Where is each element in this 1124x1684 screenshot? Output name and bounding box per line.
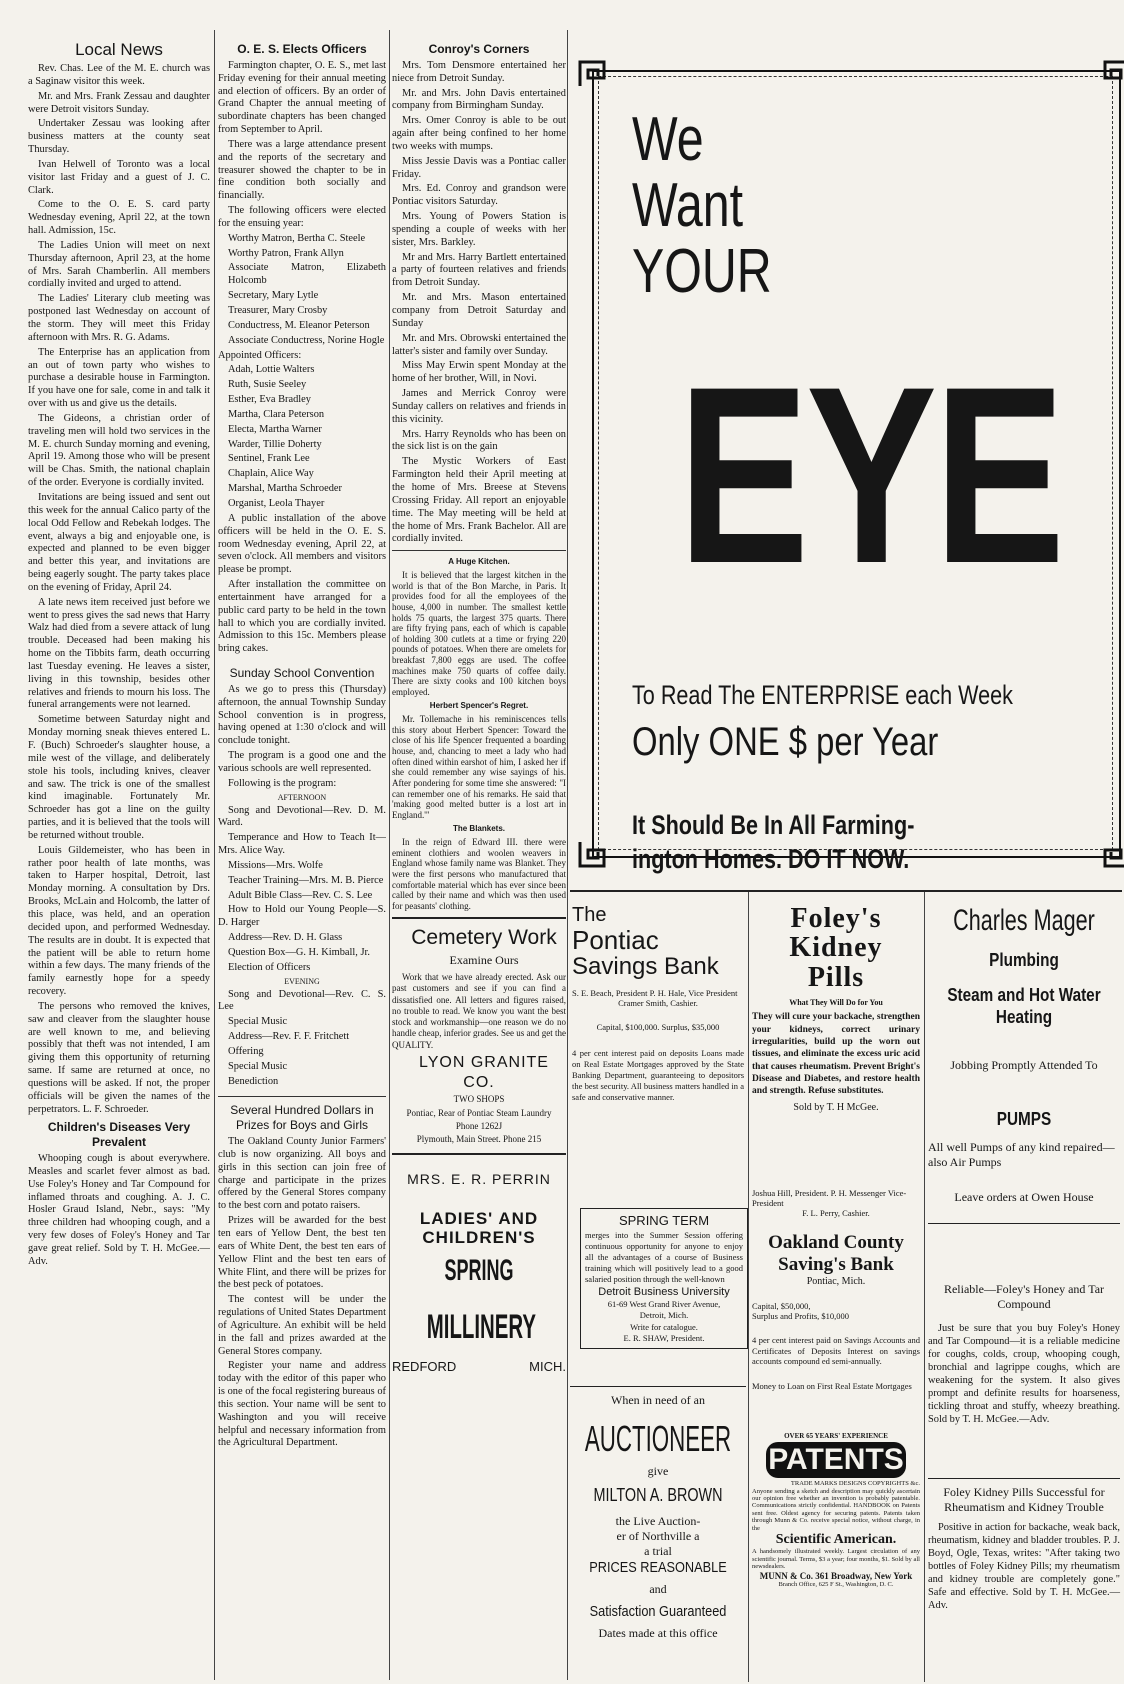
appointed-officer: Ruth, Susie Seeley [228,379,307,391]
foley-pills-ad [752,904,920,1113]
school-address: 61-69 West Grand River Avenue, [607,1299,721,1310]
program-item: Question Box—G. H. Kimball, Jr. [228,946,371,958]
news-paragraph: The persons who removed the knives, saw and cleaver from the slaughter house are well known to me, and believing possibly that theft was not intended, I am giving them this opportunity of returning same. If same are returned at once, no questions will be asked. If not, the proper officials will be given the names of the perpetrators. L. F. Schroeder. [28,1000,210,1115]
officer: Worthy Patron, Frank Allyn [228,247,344,259]
conroy-paragraph: Mrs. Ed. Conroy and grandson were Pontiac visitors Saturday. [392,183,566,208]
auction-satisfaction: Satisfaction Guaranteed [589,1603,727,1620]
lyon-name: LYON GRANITE CO. [419,1053,549,1091]
patents-years: OVER 65 YEARS' EXPERIENCE [784,1432,888,1440]
pills-body: They will cure your backache, strengthen your kidneys, correct urinary irregularities, build up the worn out tissues, and eliminate the excess uric acid that causes rheumatism. Prevent Bright's Disease and Diabetes, and restore health and strength. Refuse substitutes. [752,1012,920,1097]
oak-capital: Capital, $50,000, [752,1301,811,1311]
prizes-title: Several Hundred Dollars in Prizes for Boys and Girls [218,1096,386,1133]
school-name: Detroit Business University [598,1286,730,1299]
fret-corner-icon [578,840,606,868]
pills-what: What They Will Do for You [789,998,883,1008]
auction-when: When in need of an [611,1393,705,1407]
prizes-paragraph: The Oakland County Junior Farmers' club is now organizing. All boys and girls in this section can join free of charge and participate in the prizes offered by the General Stores company to the best corn and potato raisers. [218,1136,386,1212]
news-paragraph: Louis Gildemeister, who has been in rather poor health of late months, was taken to Harper hospital, Detroit, last Monday morning. A consultation by Drs. Brooks, McLain and Holcomb, the latter of this place, was held, and an operation decided upon, and performed Wednesday. The results are in doubt. It is expected that the patient will be able to return home within a few days. The many friends of the family earnestly hope for a speedy recovery. [28,844,210,998]
news-paragraph: The Enterprise has an application from an out of town party who wishes to purchase a desirable house in Farmington. If you have one for sale, come in and talk it over with us and give us the details. [28,346,210,410]
program-item: Song and Devotional—Rev. C. S. Lee [218,988,386,1013]
bank-the: The [572,904,607,926]
bank-body: 4 per cent interest paid on deposits Loans made on Real Estate Mortgages approved by the State Banking Department, guaranteeing to depositors the best security. All business matters handled in a safe and conservative manner. [572,1047,744,1102]
auctioneer-title: AUCTIONEER [584,1418,732,1459]
oes-title: O. E. S. Elects Officers [237,42,367,56]
oes-paragraph: A public installation of the above officers will be held in the O. E. S. room Wednesday evening, April 22, at seven o'clock. All members and visitors please be prompt. [218,512,386,576]
perrin-millinery: MILLINERY [426,1307,536,1346]
patents-branch: Branch Office, 625 F St., Washington, D. C. [778,1581,894,1589]
fret-corner-icon [1103,840,1124,868]
program-item: Special Music [228,1016,288,1028]
appointed-officer: Electa, Martha Warner [228,423,322,435]
program-item: Benediction [228,1075,279,1087]
conroy-paragraph: Mr and Mrs. Harry Bartlett entertained a party of fourteen relatives and friends from Detroit Sunday. [392,251,566,289]
spring-term-title: SPRING TERM [618,1213,710,1228]
patents-munn: MUNN & Co. 361 Broadway, New York [759,1570,913,1581]
column-local-news [28,38,210,1678]
kidney-body: Positive in action for backache, weak back, rheumatism, kidney and bladder troubles. P. J. Boyd, Ogle, Texas, writes: "After taking two bottles of Foley Kidney Pills; my rheumatism and kidney trouble are completely gone." Safe and effective. Sold by T. H. McGee.—Adv. [928,1522,1120,1611]
spencer-title: Herbert Spencer's Regret. [429,701,529,711]
oak-officers: Joshua Hill, President. P. H. Messenger Vice-President [752,1188,907,1208]
pills-title: Foley's [790,903,882,934]
patents-title: PATENTS [766,1442,906,1478]
column-rule [748,892,749,1682]
officer: Conductress, M. Eleanor Peterson [228,319,370,331]
program-item: Address—Rev. F. F. Fritchett [228,1031,350,1043]
officer: Worthy Matron, Bertha C. Steele [228,232,366,244]
conroy-paragraph: Mrs. Young of Powers Station is spending a couple of weeks with her sister, Mrs. Barkley. [392,211,566,248]
patents-marks: TRADE MARKS DESIGNS COPYRIGHTS &c. [790,1480,920,1488]
mager-ad [928,904,1120,1224]
auction-line: the Live Auction- [615,1514,701,1528]
lyon-address: Pontiac, Rear of Pontiac Steam Laundry [406,1107,552,1118]
news-paragraph: Sometime between Saturday night and Monday morning sneak thieves entered L. F. (Buch) Schroeder's slaughter house, a mile west of the village, and deliberately stole his tools, including knives, cleaver and saw. The trick is one of the smallest kind imaginable. Fortunately Mr. Schroeder has got a line on the guilty parties, and it is believed that the tools will be returned without trouble. [28,714,210,841]
evening-label: EVENING [284,976,320,986]
perrin-state: MICH. [529,1358,566,1374]
conroy-paragraph: James and Merrick Conroy were Sunday callers on relatives and friends in this vicinity. [392,388,566,425]
ad-want: Want [632,171,744,240]
mager-pumps-body: All well Pumps of any kind repaired—also Air Pumps [928,1140,1115,1170]
appointed-label: Appointed Officers: [218,349,302,361]
foley-kidney-article [928,1478,1120,1612]
column-rule [214,30,215,1680]
miscellany [392,550,566,911]
ad-price-line: Only ONE $ per Year [632,720,939,764]
spring-term-body: merges into the Summer Session offering continuous opportunity for anyone to enjoy all the advantages of a course of Business training which will positively lead to a good salaried position through the well-known [585,1229,743,1285]
program-item: Song and Devotional—Rev. D. M. Ward. [218,804,386,829]
mager-steam: Steam and Hot Water Heating [947,985,1101,1027]
lyon-shops: TWO SHOPS [453,1094,505,1105]
ad-we: We [632,105,704,174]
oes-paragraph: After installation the committee on entertainment have arranged for a public card party to be held in the town hall to which you are cordially invited. Admission to this 15c. Members please bring cakes. [218,579,386,655]
conroy-paragraph: Miss Jessie Davis was a Pontiac caller Friday. [392,155,566,180]
perrin-name: MRS. E. R. PERRIN [407,1170,551,1187]
enterprise-subscription-ad [568,60,1124,874]
school-write: Write for catalogue. [630,1321,698,1332]
auction-and: and [649,1582,667,1596]
mager-jobbing: Jobbing Promptly Attended To [950,1058,1098,1073]
column-conroy [392,38,566,1678]
appointed-officer: Sentinel, Frank Lee [228,453,310,465]
patents-sci: Scientific American. [775,1532,897,1548]
news-paragraph: Invitations are being issued and sent out this week for the annual Calico party of the local Odd Fellow and Rebekah lodges. The event, always a big and enjoyable one, is expected and planned to be even bigger and better this year, and invitations are being eagerly sought. The party takes place on the evening of Friday, April 24. [28,491,210,593]
auctioneer-name: MILTON A. BROWN [593,1485,723,1505]
oakland-bank-ad [752,1188,920,1391]
conroy-paragraph: Mr. and Mrs. John Davis entertained company from Birmingham Sunday. [392,87,566,112]
ss-paragraph: The program is a good one and the various schools are well represented. [218,750,386,774]
program-item: Teacher Training—Mrs. M. B. Pierce [228,874,384,886]
mager-leave: Leave orders at Owen House [928,1190,1120,1224]
conroy-paragraph: Mrs. Harry Reynolds who has been on the sick list is on the gain [392,428,566,453]
honey-body: Just be sure that you buy Foley's Honey and Tar Compound—it is a reliable medicine for coughs, colds, croup, whooping cough, bronchial and lagrippe coughs, which are weakening for the system. It also gives prompt and definite results for hoarseness, tickling throat and stuffy, wheezy breathing. Sold by T. H. McGee.—Adv. [928,1323,1120,1425]
sunday-school-title: Sunday School Convention [229,666,375,681]
conroy-title: Conroy's Corners [428,42,530,56]
news-paragraph: The Ladies' Literary club meeting was postponed last Wednesday on account of the storm. They will meet this Friday afternoon with Mrs. R. G. Adams. [28,293,210,343]
conroy-paragraph: The Mystic Workers of East Farmington held their April meeting at the home of Mrs. Breese at Stevens Crossing Friday. All report an enjoyable time. The May meeting will be held at the home of Mrs. Frank Bachelor. All are cordially invited. [392,456,566,545]
oak-name: Saving's Bank [778,1254,894,1275]
mager-name: Charles Mager [953,904,1095,937]
perrin-ad [392,1153,566,1375]
local-news-title: Local News [75,40,163,59]
bank-name: Savings Bank [572,953,719,980]
mager-plumbing: Plumbing [989,950,1059,970]
pills-title: Pills [807,961,865,993]
news-paragraph: Undertaker Zessau was looking after business matters at the county seat Thursday. [28,118,210,156]
officer: Secretary, Mary Lytle [228,290,319,302]
divider [570,890,1122,892]
auction-prices: PRICES REASONABLE [589,1559,727,1576]
program-item: Adult Bible Class—Rev. C. S. Lee [228,889,373,901]
prizes-paragraph: Register your name and address today with the editor of this paper who is one of the focal registering bureaus of this section. Your name will be sent to Washington and you will receive helpful and necessary information from the Agricultural Department. [218,1360,386,1449]
ss-paragraph: Following is the program: [228,777,337,789]
conroy-paragraph: Mr. and Mrs. Mason entertained company from Detroit Saturday and Sunday [392,292,566,329]
ad-line: It Should Be In All Farming- [632,810,915,840]
lyon-phone: Phone 1262J [455,1120,503,1131]
cemetery-sub: Examine Ours [449,953,519,968]
blankets-title: The Blankets. [452,824,505,834]
news-paragraph: A late news item received just before we went to press gives the sad news that Harry Walz had died from a severe attack of lung trouble. Deceased had been making his home on the Tibbits farm, death occurring last Tuesday evening. He leaves a sister, living in this township, besides other relatives and friends to mourn his loss. The funeral arrangements were not learned. [28,596,210,711]
children-diseases-body: Whooping cough is about everywhere. Measles and scarlet fever almost as bad. Use Foley's Honey and Tar Compound for inflamed throats and coughing. A. J. C. Hosler Graud Island, Nebr., says: "My three children had whooping cough, and a very few doses of Foley's Honey and Tar gave great relief. Sold by T. H. McGee.—Adv. [28,1153,210,1267]
blankets-body: In the reign of Edward III. there were eminent clothiers and woolen weavers in England whose family name was Blanket. They were the first persons who manufactured that comfortable material which has ever since been called by their name and which was then used for peasants' clothing. [392,837,566,911]
oak-surplus: Surplus and Profits, $10,000 [752,1311,850,1321]
appointed-officer: Adah, Lottie Walters [228,364,315,376]
auction-line: a trial [644,1544,672,1558]
kidney-title: Foley Kidney Pills Successful for Rheumatism and Kidney Trouble [943,1485,1105,1514]
auction-give: give [647,1464,669,1478]
pills-sold: Sold by T. H McGee. [793,1101,879,1113]
oak-money: Money to Loan on First Real Estate Mortgages [752,1380,912,1391]
conroy-paragraph: Miss May Erwin spent Monday at the home of her brother, Will, in Novi. [392,360,566,385]
bank-capital: Capital, $100,000. Surplus, $35,000 [596,1021,720,1032]
ss-paragraph: As we go to press this (Thursday) afternoon, the annual Township Sunday School convention is in progress, having opened at 1:30 o'clock and will conclude tonight. [218,683,386,747]
officer: Associate Matron, Elizabeth Holcomb [228,262,386,287]
program-item: Address—Rev. D. H. Glass [228,932,343,944]
honey-title: Reliable—Foley's Honey and Tar Compound [943,1282,1105,1311]
news-paragraph: Come to the O. E. S. card party Wednesday evening, April 22, at the town hall. Admission, 15c. [28,199,210,237]
spencer-body: Mr. Tollemache in his reminiscences tells this story about Herbert Spencer: Toward the close of his life Spencer frequented a boarding house, and, chancing to meet a lady who had often dined within earshot of him, I asked her if she could remember any wise sayings of his. After pondering for some time she answered: "I can remember one of his remarks. He said that 'making good melted butter is a lost art in England.'" [392,714,566,820]
perrin-footer [392,1359,566,1375]
patents-body: Anyone sending a sketch and description may quickly ascertain our opinion free whether an invention is probably patentable. Communications strictly confidential. HANDBOOK on Patents sent free. Oldest agency for securing patents. Patents taken through Munn & Co. receive special notice, without charge, in the [752,1487,920,1532]
oak-officers: F. L. Perry, Cashier. [802,1208,870,1218]
auctioneer-ad [570,1386,746,1641]
mager-pumps: PUMPS [996,1109,1052,1130]
spring-term-ad [580,1208,748,1349]
officer: Treasurer, Mary Crosby [228,305,328,316]
fret-corner-icon [1103,60,1124,88]
school-address: Detroit, Mich. [639,1310,689,1321]
appointed-officer: Chaplain, Alice Way [228,468,314,480]
program-item: Special Music [228,1060,288,1072]
perrin-line: CHILDREN'S [422,1227,536,1247]
oes-paragraph: The following officers were elected for the ensuing year: [218,205,386,229]
prizes-paragraph: The contest will be under the regulations of United States Department of Agriculture. An exhibit will be held in the fall and prizes awarded at the General Stores company. [218,1294,386,1357]
program-item: Election of Officers [228,961,311,973]
appointed-officer: Marshal, Martha Schroeder [228,483,342,495]
school-president: E. R. SHAW, President. [623,1332,705,1343]
afternoon-label: AFTERNOON [277,792,327,802]
perrin-town: REDFORD [392,1358,457,1374]
bank-officers: S. E. Beach, President P. H. Hale, Vice President [572,987,738,998]
officer: Associate Conductress, Norine Hogle [228,334,385,346]
pills-title: Kidney [789,932,883,964]
column-rule [924,892,925,1682]
children-diseases-title: Children's Diseases Very Prevalent [47,1120,191,1150]
patents-body2: A handsomely illustrated weekly. Largest circulation of any scientific journal. Terms, $3 a year; four months, $1. Sold by all newsdealers. [752,1548,920,1571]
ad-line: To Read The ENTERPRISE each Week [632,680,1013,710]
auction-dates: Dates made at this office [598,1626,718,1640]
news-paragraph: Rev. Chas. Lee of the M. E. church was a Saginaw visitor this week. [28,62,210,87]
cemetery-title: Cemetery Work [411,926,557,950]
conroy-paragraph: Mrs. Omer Conroy is able to be out again after being confined to her home two weeks with mumps. [392,115,566,152]
pontiac-bank-ad [572,904,744,1103]
bank-name: Pontiac [572,925,659,955]
kitchen-title: A Huge Kitchen. [448,557,510,567]
perrin-line: LADIES' AND [419,1209,539,1229]
program-item: Temperance and How to Teach It—Mrs. Alice Way. [218,832,386,857]
ad-your: YOUR [632,237,772,306]
oak-city: Pontiac, Mich. [806,1276,866,1287]
oak-name: Oakland County [768,1232,904,1253]
ad-eye: EYE [678,335,1062,616]
foley-honey-ad [928,1282,1120,1426]
appointed-officer: Martha, Clara Peterson [228,408,325,420]
cemetery-ad [392,917,566,1144]
patents-ad [752,1432,920,1589]
appointed-officer: Organist, Leola Thayer [228,497,325,509]
bank-cashier: Cramer Smith, Cashier. [618,997,698,1008]
oak-body: 4 per cent interest paid on Savings Accounts and Certificates of Deposits Interest on savings accounts compound ed semi-annually. [752,1335,920,1367]
lyon-address: Plymouth, Main Street. Phone 215 [416,1133,542,1144]
kitchen-body: It is believed that the largest kitchen in the world is that of the Bon Marche, in Paris. It provides food for all the employees of the house, 4,000 in number. The smallest kettle holds 75 quarts, the largest 375 quarts. There are fifty frying pans, each of which is capable of holding 300 cutlets at a time or frying 220 pounds of potatoes. When there are omelets for breakfast 7,800 eggs are used. The coffee machines make 750 quarts of coffee daily. There are sixty cooks and 100 kitchen boys employed. [392,570,566,697]
appointed-officer: Warder, Tillie Doherty [228,438,322,450]
cemetery-body: Work that we have already erected. Ask our past customers and see if you can find a dissatisfied one. All letters and figures raised, no trouble to read. We know you want the best stock and workmanship—one reason we do no handle cheap, inferior grades. See us and get the QUALITY. [392,972,566,1050]
conroy-paragraph: Mrs. Tom Densmore entertained her niece from Detroit Sunday. [392,59,566,84]
conroy-paragraph: Mr. and Mrs. Obrowski entertained the latter's sister and family over Sunday. [392,332,566,357]
program-item: Offering [228,1045,264,1057]
news-paragraph: Ivan Helwell of Toronto was a local visitor last Friday and a guest of J. C. Clark. [28,158,210,196]
column-rule [389,30,390,1680]
perrin-spring: SPRING [444,1253,514,1287]
appointed-officer: Esther, Eva Bradley [228,394,311,406]
fret-corner-icon [578,60,606,88]
program-item: Missions—Mrs. Wolfe [228,859,323,871]
news-paragraph: The Gideons, a christian order of traveling men will hold two services in the M. E. church Sunday morning and evening, April 19. Among those who will be present will be Chas. Smith, the national chaplain of the order. Everyone is cordially invited. [28,412,210,489]
auction-line: er of Northville a [616,1529,700,1543]
news-paragraph: The Ladies Union will meet on next Thursday afternoon, April 23, at the home of Mrs. Sarah Chamberlin. All members cordially invited and urged to attend. [28,239,210,290]
news-paragraph: Mr. and Mrs. Frank Zessau and daughter were Detroit visitors Sunday. [28,90,210,115]
program-item: How to Hold our Young People—S. D. Harger [218,904,386,929]
ad-line: ington Homes. DO IT NOW. [632,844,910,874]
oes-paragraph: There was a large attendance present and the reports of the secretary and treasurer showed the chapter to be in fine condition both socially and financially. [218,138,386,202]
column-oes [218,38,386,1678]
oes-paragraph: Farmington chapter, O. E. S., met last Friday evening for their annual meeting and election of officers. By an order of Grand Chapter the annual meeting of subordinate chapters has been changed from September to April. [218,59,386,136]
prizes-paragraph: Prizes will be awarded for the best ten ears of Yellow Dent, the best ten ears of White Dent, the best ten ears of Yellow Flint and the best ten ears of White Flint, and there will be prizes for the best peck of potatoes. [218,1215,386,1291]
